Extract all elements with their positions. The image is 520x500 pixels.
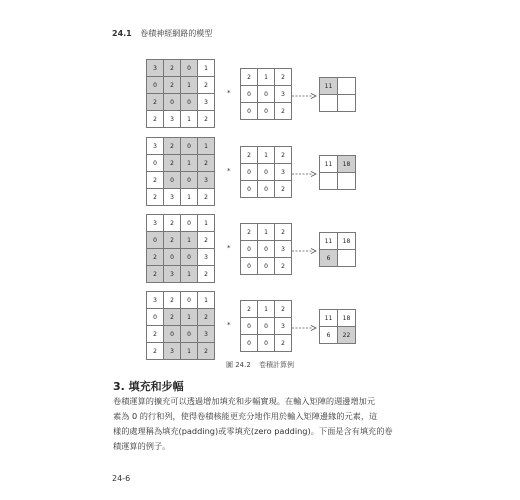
convolution-operator: *	[227, 89, 231, 97]
kernel-cell: 3	[275, 318, 292, 335]
output-matrix	[319, 309, 356, 344]
input-matrix	[146, 291, 215, 360]
matrix-cell: 0	[164, 94, 181, 111]
matrix-cell: 0	[181, 60, 198, 77]
paragraph-line: 積運算的例子。	[113, 441, 171, 451]
matrix-cell: 0	[164, 249, 181, 266]
arrow-icon	[292, 247, 318, 255]
matrix-cell: 2	[147, 326, 164, 343]
matrix-cell: 3	[198, 249, 215, 266]
convolution-step	[0, 291, 520, 361]
matrix-cell: 0	[181, 138, 198, 155]
input-matrix	[146, 137, 215, 206]
matrix-cell: 2	[147, 172, 164, 189]
output-matrix	[319, 77, 356, 112]
matrix-cell: 0	[181, 172, 198, 189]
kernel-cell: 1	[258, 147, 275, 164]
output-cell: 11	[320, 78, 338, 95]
output-cell	[338, 78, 356, 95]
kernel-matrix	[240, 68, 292, 120]
matrix-cell: 0	[164, 172, 181, 189]
matrix-cell: 3	[164, 111, 181, 128]
matrix-cell: 3	[164, 189, 181, 206]
matrix-cell: 2	[147, 249, 164, 266]
kernel-cell: 3	[275, 86, 292, 103]
kernel-cell: 2	[275, 103, 292, 120]
output-cell	[338, 250, 356, 267]
kernel-cell: 0	[241, 164, 258, 181]
kernel-cell: 3	[275, 241, 292, 258]
convolution-step	[0, 137, 520, 207]
matrix-cell: 1	[181, 189, 198, 206]
convolution-operator: *	[227, 244, 231, 252]
arrow-icon	[292, 170, 318, 178]
convolution-step	[0, 214, 520, 284]
matrix-cell: 1	[181, 232, 198, 249]
kernel-cell: 0	[241, 103, 258, 120]
chapter-number: 24.1	[112, 29, 132, 38]
matrix-cell: 2	[198, 232, 215, 249]
kernel-cell: 0	[258, 241, 275, 258]
kernel-cell: 0	[241, 335, 258, 352]
output-cell: 18	[338, 233, 356, 250]
kernel-cell: 0	[241, 86, 258, 103]
matrix-cell: 0	[147, 155, 164, 172]
kernel-cell: 0	[258, 335, 275, 352]
paragraph-line: 樣的處理稱為填充(padding)或零填充(zero padding)。下面是含有填充的卷	[113, 426, 393, 436]
figure-caption-text: 卷積計算例	[259, 361, 295, 369]
matrix-cell: 0	[164, 326, 181, 343]
matrix-cell: 0	[181, 94, 198, 111]
matrix-cell: 2	[147, 343, 164, 360]
figure-caption	[0, 360, 520, 370]
output-cell	[320, 173, 338, 190]
matrix-cell: 2	[198, 155, 215, 172]
kernel-cell: 0	[258, 164, 275, 181]
kernel-cell: 2	[275, 181, 292, 198]
arrow-icon	[292, 92, 318, 100]
convolution-operator: *	[227, 167, 231, 175]
matrix-cell: 2	[147, 189, 164, 206]
kernel-cell: 0	[241, 241, 258, 258]
running-header	[112, 28, 212, 39]
input-matrix	[146, 59, 215, 128]
kernel-matrix	[240, 223, 292, 275]
matrix-cell: 2	[198, 77, 215, 94]
matrix-cell: 2	[164, 309, 181, 326]
kernel-cell: 2	[241, 224, 258, 241]
kernel-cell: 3	[275, 164, 292, 181]
kernel-cell: 2	[241, 301, 258, 318]
output-cell: 6	[320, 327, 338, 344]
kernel-cell: 0	[258, 258, 275, 275]
kernel-cell: 2	[275, 258, 292, 275]
matrix-cell: 2	[164, 138, 181, 155]
input-matrix	[146, 214, 215, 283]
matrix-cell: 2	[147, 94, 164, 111]
matrix-cell: 2	[198, 343, 215, 360]
matrix-cell: 2	[164, 155, 181, 172]
kernel-cell: 0	[241, 181, 258, 198]
output-cell: 11	[320, 156, 338, 173]
matrix-cell: 0	[147, 77, 164, 94]
kernel-cell: 0	[258, 103, 275, 120]
matrix-cell: 0	[181, 292, 198, 309]
matrix-cell: 1	[198, 138, 215, 155]
matrix-cell: 2	[198, 189, 215, 206]
matrix-cell: 3	[198, 326, 215, 343]
body-paragraph	[113, 394, 413, 454]
kernel-cell: 2	[241, 147, 258, 164]
matrix-cell: 0	[181, 215, 198, 232]
kernel-cell: 0	[241, 258, 258, 275]
kernel-cell: 0	[258, 86, 275, 103]
arrow-icon	[292, 324, 318, 332]
matrix-cell: 1	[181, 266, 198, 283]
matrix-cell: 0	[147, 309, 164, 326]
kernel-cell: 0	[241, 318, 258, 335]
output-cell: 6	[320, 250, 338, 267]
kernel-cell: 2	[241, 69, 258, 86]
kernel-cell: 2	[275, 301, 292, 318]
matrix-cell: 1	[198, 60, 215, 77]
matrix-cell: 0	[147, 232, 164, 249]
kernel-cell: 0	[258, 318, 275, 335]
kernel-matrix	[240, 146, 292, 198]
kernel-cell: 2	[275, 69, 292, 86]
output-cell	[338, 173, 356, 190]
kernel-cell: 2	[275, 335, 292, 352]
matrix-cell: 1	[181, 77, 198, 94]
kernel-cell: 2	[275, 147, 292, 164]
matrix-cell: 3	[164, 343, 181, 360]
output-cell: 11	[320, 310, 338, 327]
output-cell: 18	[338, 156, 356, 173]
matrix-cell: 2	[198, 111, 215, 128]
kernel-cell: 1	[258, 69, 275, 86]
matrix-cell: 1	[181, 309, 198, 326]
kernel-cell: 1	[258, 224, 275, 241]
matrix-cell: 1	[181, 111, 198, 128]
kernel-cell: 0	[258, 181, 275, 198]
matrix-cell: 3	[147, 138, 164, 155]
output-cell: 11	[320, 233, 338, 250]
matrix-cell: 3	[147, 292, 164, 309]
matrix-cell: 2	[147, 111, 164, 128]
matrix-cell: 2	[164, 60, 181, 77]
paragraph-line: 卷積運算的擴充可以透過增加填充和步幅實現。在輸入矩陣的週邊增加元	[113, 396, 376, 406]
kernel-cell: 1	[258, 301, 275, 318]
chapter-title: 卷積神經網路的模型	[140, 29, 213, 38]
matrix-cell: 1	[181, 155, 198, 172]
output-cell	[338, 95, 356, 112]
matrix-cell: 3	[147, 60, 164, 77]
matrix-cell: 0	[181, 326, 198, 343]
kernel-matrix	[240, 300, 292, 352]
kernel-cell: 2	[275, 224, 292, 241]
matrix-cell: 3	[198, 172, 215, 189]
matrix-cell: 2	[164, 232, 181, 249]
matrix-cell: 3	[147, 215, 164, 232]
section-heading: 3. 填充和步幅	[113, 380, 184, 393]
paragraph-line: 素為 0 的行和列，使得卷積核能更充分地作用於輸入矩陣邊緣的元素，這	[113, 411, 378, 421]
matrix-cell: 2	[198, 266, 215, 283]
matrix-cell: 2	[147, 266, 164, 283]
matrix-cell: 1	[198, 292, 215, 309]
matrix-cell: 0	[181, 249, 198, 266]
convolution-step	[0, 59, 520, 129]
convolution-operator: *	[227, 321, 231, 329]
output-matrix	[319, 232, 356, 267]
page-number: 24-6	[112, 474, 131, 483]
figure-number: 圖 24.2	[225, 361, 251, 369]
matrix-cell: 2	[164, 77, 181, 94]
output-matrix	[319, 155, 356, 190]
matrix-cell: 2	[198, 309, 215, 326]
output-cell: 22	[338, 327, 356, 344]
matrix-cell: 3	[198, 94, 215, 111]
output-cell	[320, 95, 338, 112]
matrix-cell: 2	[164, 215, 181, 232]
output-cell: 18	[338, 310, 356, 327]
matrix-cell: 3	[164, 266, 181, 283]
matrix-cell: 1	[181, 343, 198, 360]
matrix-cell: 1	[198, 215, 215, 232]
matrix-cell: 2	[164, 292, 181, 309]
